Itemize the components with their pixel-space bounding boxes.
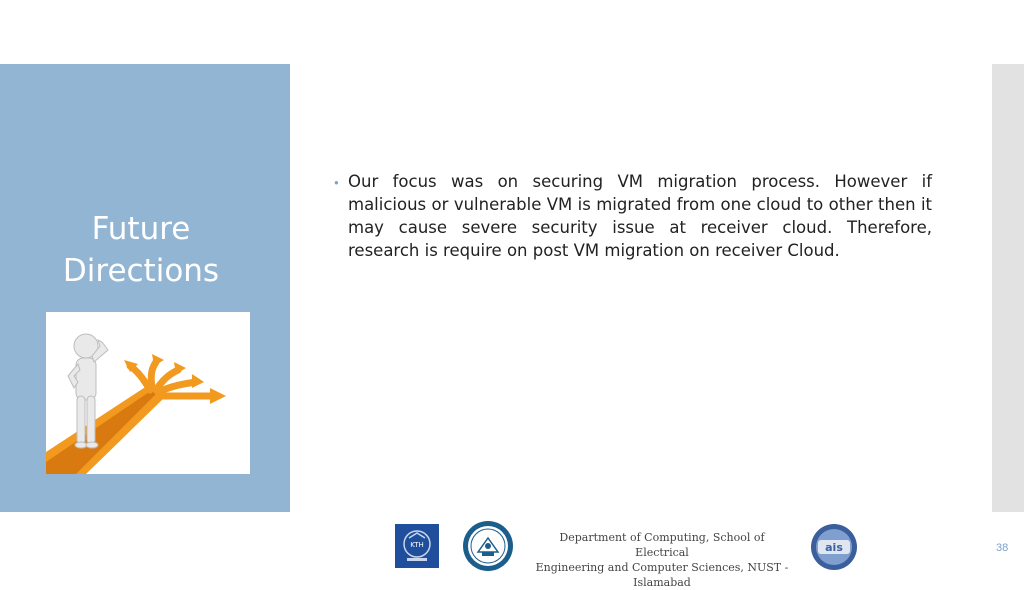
person-arrows-icon bbox=[46, 312, 250, 474]
bullet-icon: ● bbox=[334, 178, 339, 187]
footer-department bbox=[532, 530, 792, 590]
ais-logo-text: ais bbox=[825, 541, 843, 554]
slide-title bbox=[0, 208, 282, 292]
bullet-item bbox=[334, 170, 932, 262]
ais-logo bbox=[810, 523, 858, 571]
bullet-text: Our focus was on securing VM migration process. However if malicious or vulnerable VM is migrated from one cloud to other then it may cause severe security issue at receiver cloud. Therefore, research is require on post VM migration on receiver Cloud. bbox=[348, 172, 932, 260]
kth-logo bbox=[395, 524, 439, 568]
kth-logo-text: KTH bbox=[410, 541, 424, 549]
title-line-2: Directions bbox=[62, 253, 220, 289]
footer-line-2: Engineering and Computer Sciences, NUST - bbox=[535, 561, 789, 574]
footer-line-3: Islamabad bbox=[633, 576, 691, 589]
page-number: 38 bbox=[996, 542, 1009, 554]
crossroads-illustration bbox=[46, 312, 250, 474]
footer-line-1: Department of Computing, School of Electrical bbox=[559, 531, 765, 559]
title-line-1: Future bbox=[91, 211, 191, 247]
right-edge-bar bbox=[992, 64, 1024, 512]
nust-seal-logo bbox=[462, 520, 514, 572]
